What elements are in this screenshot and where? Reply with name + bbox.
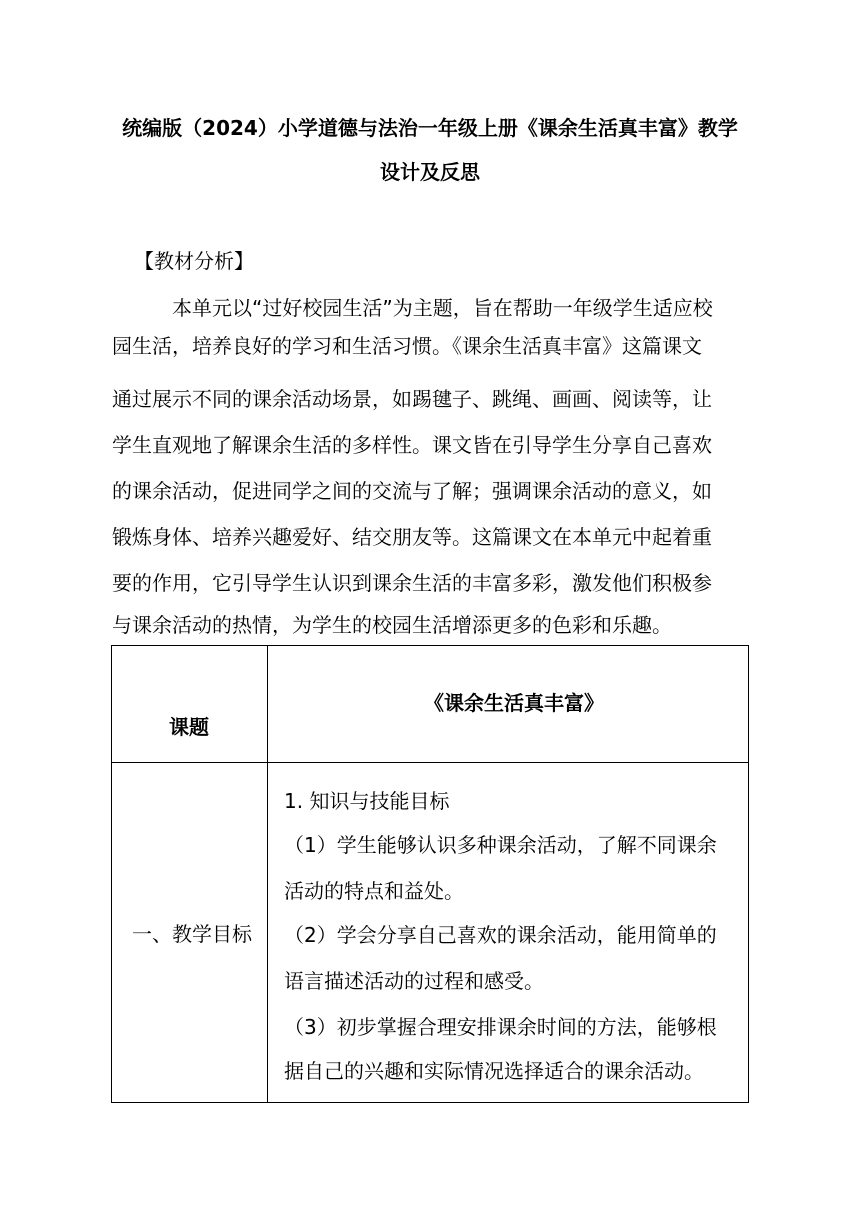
- objective-line: 语言描述活动的过程和感受。: [284, 969, 544, 993]
- document-title-line-2: 设计及反思: [380, 160, 480, 184]
- paragraph-line: 学生直观地了解课余生活的多样性。课文皆在引导学生分享自己喜欢: [112, 433, 712, 457]
- paragraph-line: 与课余活动的热情，为学生的校园生活增添更多的色彩和乐趣。: [112, 613, 672, 637]
- table-column-divider: [267, 646, 268, 1102]
- objectives-label: 一、教学目标: [132, 922, 252, 946]
- topic-label: 课题: [169, 715, 209, 739]
- objective-line: （1）学生能够认识多种课余活动，了解不同课余: [284, 833, 717, 857]
- paragraph-line: 本单元以“过好校园生活”为主题，旨在帮助一年级学生适应校: [172, 296, 713, 320]
- paragraph-line: 通过展示不同的课余活动场景，如踢毽子、跳绳、画画、阅读等，让: [112, 387, 712, 411]
- objective-line: （2）学会分享自己喜欢的课余活动，能用简单的: [284, 923, 717, 947]
- lesson-table: [111, 645, 749, 1103]
- objective-line: 活动的特点和益处。: [284, 879, 464, 903]
- paragraph-line: 锻炼身体、培养兴趣爱好、结交朋友等。这篇课文在本单元中起着重: [112, 525, 712, 549]
- objective-line: 据自己的兴趣和实际情况选择适合的课余活动。: [284, 1059, 704, 1083]
- paragraph-line: 的课余活动，促进同学之间的交流与了解；强调课余活动的意义，如: [112, 479, 712, 503]
- topic-value: 《课余生活真丰富》: [424, 691, 604, 715]
- document-title-line-1: 统编版（2024）小学道德与法治一年级上册《课余生活真丰富》教学: [122, 116, 738, 140]
- objective-line: （3）初步掌握合理安排课余时间的方法，能够根: [284, 1015, 717, 1039]
- paragraph-line: 要的作用，它引导学生认识到课余生活的丰富多彩，激发他们积极参: [112, 571, 712, 595]
- section-heading: 【教材分析】: [134, 249, 254, 273]
- objective-line: 1. 知识与技能目标: [284, 789, 450, 813]
- table-row-divider: [112, 762, 748, 763]
- paragraph-line: 园生活，培养良好的学习和生活习惯。《课余生活真丰富》这篇课文: [112, 334, 702, 358]
